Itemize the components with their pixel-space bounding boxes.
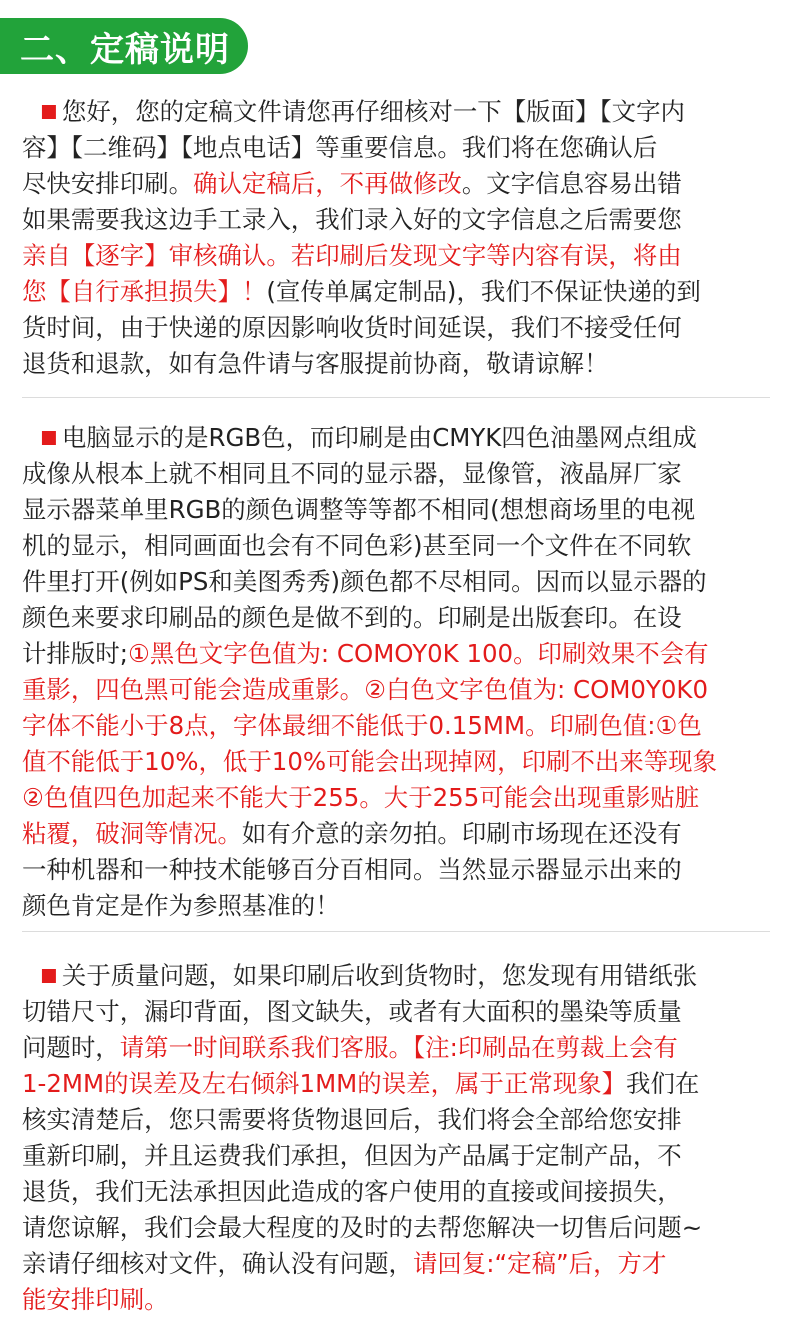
text-span: 件里打开(例如PS和美图秀秀)颜色都不尽相同。因而以显示器的: [22, 567, 707, 596]
red-highlight-text: 确认定稿后，不再做修改: [193, 169, 462, 198]
text-line: [22, 852, 770, 888]
text-span: 颜色肯定是作为参照基准的！: [22, 891, 340, 920]
red-square-bullet-icon: [42, 431, 56, 445]
text-line: [22, 564, 770, 600]
text-line: [22, 346, 770, 382]
text-line: [22, 1138, 770, 1174]
text-line: [22, 1210, 770, 1246]
text-line: [22, 636, 770, 672]
text-line: [22, 310, 770, 346]
text-span: 颜色来要求印刷品的颜色是做不到的。印刷是出版套印。在设: [22, 603, 682, 632]
text-line: [22, 420, 770, 456]
section-divider: [22, 397, 770, 398]
red-square-bullet-icon: [42, 969, 56, 983]
text-line: [22, 274, 770, 310]
paragraph-quality-issues: [22, 958, 772, 1318]
text-line: [22, 1030, 770, 1066]
red-highlight-text: 值不能低于10%，低于10%可能会出现掉网，印刷不出来等现象: [22, 747, 718, 776]
red-highlight-text: 1-2MM的误差及左右倾斜1MM的误差，属于正常现象】: [22, 1069, 627, 1098]
text-line: [22, 166, 770, 202]
text-line: [22, 94, 770, 130]
red-highlight-text: 重影，四色黑可能会造成重影。②白色文字色值为: COM0Y0K0: [22, 675, 708, 704]
text-line: [22, 492, 770, 528]
text-line: [22, 888, 770, 924]
text-span: 显示器菜单里RGB的颜色调整等等都不相同(想想商场里的电视: [22, 495, 696, 524]
section-divider: [22, 931, 770, 932]
text-line: [22, 238, 770, 274]
text-line: [22, 1246, 770, 1282]
red-highlight-text: ②色值四色加起来不能大于255。大于255可能会出现重影贴脏: [22, 783, 700, 812]
text-span: 计排版时;: [22, 639, 128, 668]
text-line: [22, 816, 770, 852]
paragraph-confirmation: [22, 94, 772, 382]
text-line: [22, 1066, 770, 1102]
text-line: [22, 958, 770, 994]
red-highlight-text: 能安排印刷。: [22, 1285, 169, 1314]
red-highlight-text: 您【自行承担损失】！: [22, 277, 267, 306]
text-line: [22, 202, 770, 238]
paragraph-color-difference: [22, 420, 772, 924]
text-span: 核实清楚后，您只需要将货物退回后，我们将会全部给您安排: [22, 1105, 682, 1134]
text-span: 货时间，由于快递的原因影响收货时间延误，我们不接受任何: [22, 313, 682, 342]
text-span: 退货和退款，如有急件请与客服提前协商，敬请谅解！: [22, 349, 609, 378]
text-line: [22, 456, 770, 492]
red-highlight-text: 字体不能小于8点，字体最细不能低于0.15MM。印刷色值:①色: [22, 711, 702, 740]
text-span: 。文字信息容易出错: [461, 169, 682, 198]
text-line: [22, 708, 770, 744]
text-line: [22, 994, 770, 1030]
text-span: 切错尺寸，漏印背面，图文缺失，或者有大面积的墨染等质量: [22, 997, 682, 1026]
red-highlight-text: 请回复:“定稿”后，方才: [412, 1249, 667, 1278]
text-span: 成像从根本上就不相同且不同的显示器，显像管，液晶屏厂家: [22, 459, 682, 488]
text-span: 我们在: [626, 1069, 700, 1098]
text-span: 如有介意的亲勿拍。印刷市场现在还没有: [241, 819, 682, 848]
text-span: (宣传单属定制品)，我们不保证快递的到: [266, 277, 701, 306]
section-title: 二、定稿说明: [20, 29, 230, 70]
text-span: 如果需要我这边手工录入，我们录入好的文字信息之后需要您: [22, 205, 682, 234]
text-line: [22, 528, 770, 564]
text-span: 一种机器和一种技术能够百分百相同。当然显示器显示出来的: [22, 855, 682, 884]
text-span: 问题时，: [22, 1033, 120, 1062]
section-header-banner: [0, 18, 248, 74]
red-highlight-text: 亲自【逐字】审核确认。若印刷后发现文字等内容有误，将由: [22, 241, 682, 270]
text-line: [22, 1102, 770, 1138]
text-span: 重新印刷，并且运费我们承担，但因为产品属于定制产品，不: [22, 1141, 682, 1170]
text-span: 您好，您的定稿文件请您再仔细核对一下【版面】【文字内: [61, 97, 685, 126]
text-span: 容】【二维码】【地点电话】等重要信息。我们将在您确认后: [22, 133, 658, 162]
red-highlight-text: ①黑色文字色值为: COMOY0K 100。印刷效果不会有: [127, 639, 709, 668]
text-line: [22, 744, 770, 780]
text-line: [22, 130, 770, 166]
text-span: 机的显示，相同画面也会有不同色彩)甚至同一个文件在不同软: [22, 531, 692, 560]
text-span: 尽快安排印刷。: [22, 169, 194, 198]
text-line: [22, 600, 770, 636]
text-line: [22, 780, 770, 816]
text-line: [22, 1282, 770, 1318]
red-highlight-text: 粘覆，破洞等情况。: [22, 819, 242, 848]
red-highlight-text: 请第一时间联系我们客服。【注:印刷品在剪裁上会有: [119, 1033, 678, 1062]
text-span: 电脑显示的是RGB色，而印刷是由CMYK四色油墨网点组成: [61, 423, 697, 452]
text-span: 关于质量问题，如果印刷后收到货物时，您发现有用错纸张: [61, 961, 698, 990]
red-square-bullet-icon: [42, 105, 56, 119]
text-span: 退货，我们无法承担因此造成的客户使用的直接或间接损失，: [22, 1177, 682, 1206]
text-span: 亲请仔细核对文件，确认没有问题，: [22, 1249, 413, 1278]
text-span: 请您谅解，我们会最大程度的及时的去帮您解决一切售后问题~: [22, 1213, 703, 1242]
text-line: [22, 672, 770, 708]
text-line: [22, 1174, 770, 1210]
